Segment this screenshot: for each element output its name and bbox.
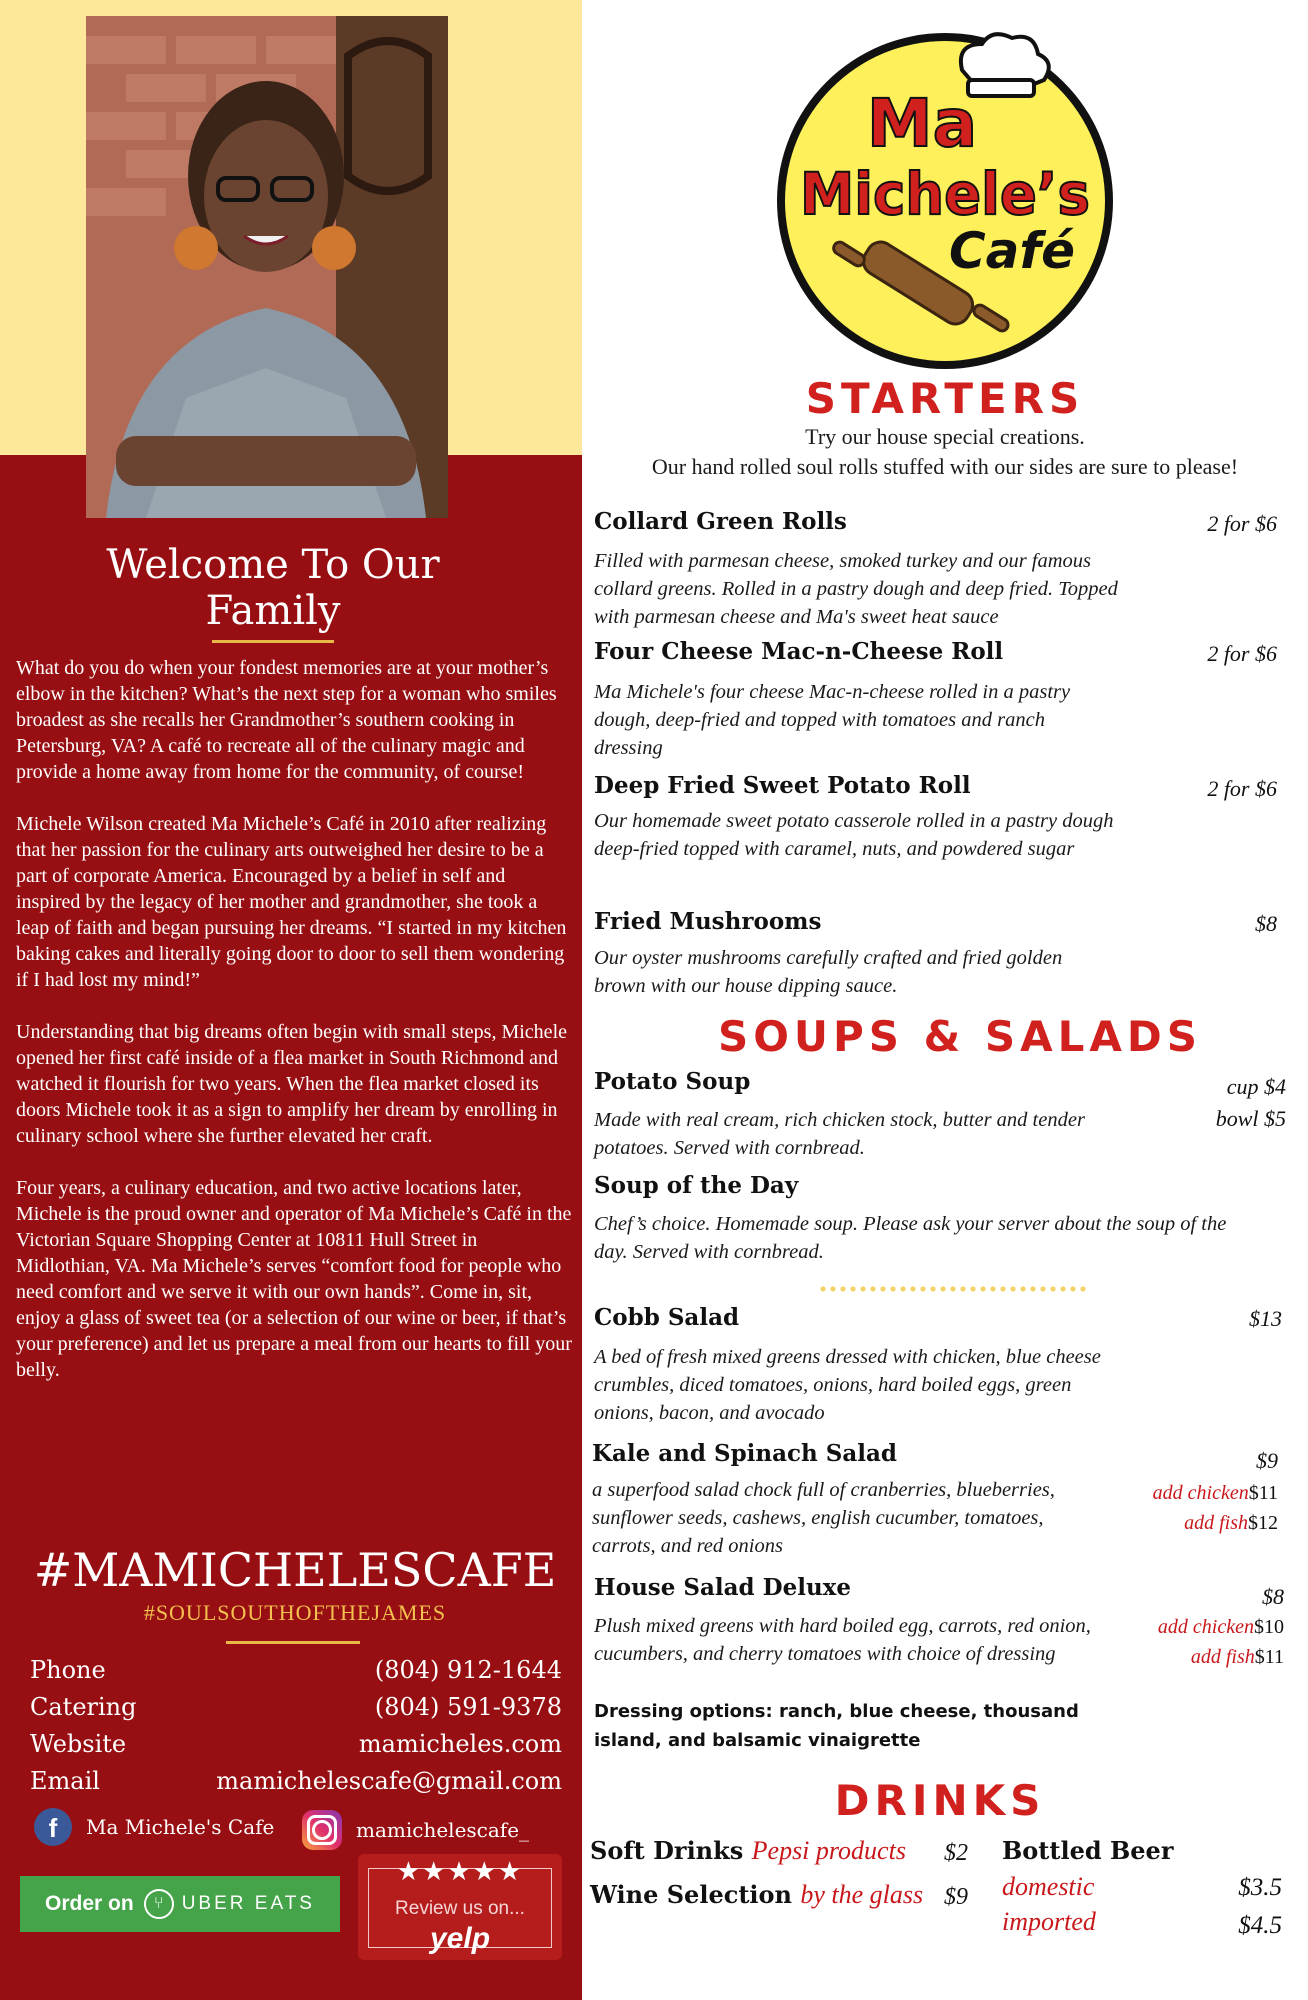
drink-wine-selection (590, 1880, 923, 1910)
contact-catering (30, 1689, 562, 1726)
about-paragraph: Michele Wilson created Ma Michele’s Café in 2010 after realizing that her passion for the culinary arts outweighed her desire to be a part of corporate America. Encouraged by a belief in self and inspired by the legacy of her mother and grandmother, she took a leap of faith and began pursuing her dreams. “I started in my kitchen baking cakes and literally going door to door to sell them wondering if I had lost my mind!” (16, 813, 567, 991)
about-paragraph: What do you do when your fondest memories are at your mother’s elbow in the kitchen? What’s the next step for a woman who smiles broadest as she recalls her Grandmother’s southern cooking in Petersburg, VA? A café to recreate all of the culinary magic and provide a home away from home for the community, of course! (16, 657, 557, 783)
desc-cobb-salad: A bed of fresh mixed greens dressed with chicken, blue cheese crumbles, diced tomatoes, onions, hard boiled eggs, green onions, bacon, and avocado (594, 1346, 1101, 1424)
cafe-logo (772, 28, 1118, 374)
contact-phone (30, 1652, 562, 1689)
drink-name: Wine Selection (590, 1880, 792, 1909)
house-add-fish (1191, 1646, 1284, 1669)
price-potato-soup-cup: cup $4 (1226, 1074, 1286, 1099)
yelp-review-button[interactable] (358, 1854, 562, 1960)
logo-line-3: Café (948, 222, 1076, 280)
facebook-link[interactable] (34, 1808, 274, 1846)
drink-bottled-beer: Bottled Beer (1002, 1836, 1174, 1865)
kale-add-chicken (1153, 1482, 1278, 1505)
instagram-handle: mamichelescafe_ (356, 1818, 530, 1842)
addon-label: add fish (1184, 1512, 1248, 1534)
price-collard-green-rolls: 2 for $6 (1207, 511, 1277, 536)
uber-order-label: Order on (45, 1892, 134, 1915)
logo-line-1: Ma (866, 85, 978, 162)
drink-name: Soft Drinks (590, 1836, 744, 1865)
subtag: #SOULSOUTHOFTHEJAMES (143, 1600, 447, 1625)
drink-detail: Pepsi products (751, 1836, 906, 1865)
menu-item-collard-green-rolls: Collard Green Rolls (594, 508, 847, 535)
desc-fried-mushrooms: Our oyster mushrooms carefully crafted and fried golden brown with our house dipping sauce. (594, 947, 1063, 997)
contact-email (30, 1763, 562, 1800)
owner-photo (86, 16, 448, 518)
email-link[interactable]: mamichelescafe@gmail.com (216, 1767, 562, 1795)
price-beer-imported: $4.5 (1238, 1912, 1282, 1939)
soups-salads-title: SOUPS & SALADS (717, 1012, 1203, 1061)
price-wine-selection: $9 (944, 1884, 968, 1910)
addon-price: $10 (1254, 1616, 1284, 1638)
addon-label: add chicken (1157, 1616, 1254, 1638)
about-paragraph: Understanding that big dreams often begin with small steps, Michele opened her first café inside of a flea market in South Richmond and watched it flourish for two years. When the flea market closed its doors Michele took it as a sign to amplify her dream by enrolling in culinary school where she further elevated her craft. (16, 1021, 567, 1147)
starters-intro-2: Our hand rolled soul rolls stuffed with our sides are sure to please! (651, 454, 1239, 479)
kale-add-fish (1184, 1512, 1278, 1535)
menu-item-potato-soup: Potato Soup (594, 1068, 751, 1095)
addon-label: add chicken (1152, 1482, 1249, 1504)
addon-price: $11 (1248, 1482, 1278, 1504)
desc-sweet-potato-roll: Our homemade sweet potato casserole rolled in a pastry dough deep-fried topped with caramel, nuts, and powdered sugar (594, 810, 1114, 860)
contact-label: Website (30, 1730, 127, 1758)
menu-item-sweet-potato-roll: Deep Fried Sweet Potato Roll (594, 772, 971, 799)
welcome-line-2: Family (205, 588, 341, 634)
contact-website (30, 1726, 562, 1763)
welcome-divider (212, 640, 334, 643)
contact-label: Email (30, 1767, 100, 1795)
welcome-heading (18, 542, 528, 634)
hashtag-divider (226, 1641, 360, 1644)
desc-house-salad-deluxe: Plush mixed greens with hard boiled egg, carrots, red onion, cucumbers, and cherry tomatoes with choice of dressing (594, 1615, 1091, 1665)
contact-list (30, 1652, 562, 1800)
contact-label: Phone (30, 1656, 106, 1684)
contact-label: Catering (30, 1693, 137, 1721)
instagram-link[interactable] (302, 1810, 529, 1850)
uber-eats-button[interactable] (20, 1876, 340, 1932)
yelp-review-text: Review us on... (395, 1898, 525, 1919)
addon-price: $11 (1254, 1646, 1284, 1668)
dotted-divider (818, 1286, 1090, 1292)
drink-detail: by the glass (800, 1880, 924, 1909)
beer-domestic: domestic (1002, 1872, 1095, 1901)
price-mac-n-cheese-roll: 2 for $6 (1207, 641, 1277, 666)
menu-item-mac-n-cheese-roll: Four Cheese Mac-n-Cheese Roll (594, 638, 1004, 665)
instagram-icon (302, 1810, 342, 1850)
dressing-options: Dressing options: ranch, blue cheese, thousand island, and balsamic vinaigrette (594, 1701, 1079, 1751)
menu-item-cobb-salad: Cobb Salad (594, 1304, 740, 1331)
price-house-salad-deluxe: $8 (1262, 1584, 1284, 1609)
facebook-icon: f (34, 1808, 72, 1846)
starters-intro-1: Try our house special creations. (805, 424, 1085, 449)
beer-imported: imported (1002, 1907, 1096, 1936)
website-link[interactable]: mamicheles.com (358, 1730, 562, 1758)
price-potato-soup-bowl: bowl $5 (1215, 1106, 1286, 1131)
drinks-title: DRINKS (834, 1776, 1046, 1825)
facebook-handle: Ma Michele's Cafe (86, 1815, 275, 1839)
price-soft-drinks: $2 (944, 1840, 968, 1866)
price-cobb-salad: $13 (1249, 1306, 1282, 1331)
price-beer-domestic: $3.5 (1238, 1874, 1282, 1901)
utensils-icon: ⑂ (144, 1889, 174, 1919)
drink-soft-drinks (590, 1836, 906, 1866)
logo-line-2: Michele’s (800, 160, 1090, 228)
starters-title: STARTERS (805, 374, 1085, 423)
catering-number[interactable]: (804) 591-9378 (374, 1693, 562, 1721)
desc-potato-soup: Made with real cream, rich chicken stock, butter and tender potatoes. Served with cornbread. (594, 1109, 1085, 1159)
hashtag: #MAMICHELESCAFE (33, 1543, 557, 1597)
price-fried-mushrooms: $8 (1255, 911, 1277, 936)
yelp-stars: ★★★★★ (396, 1856, 524, 1886)
desc-kale-spinach-salad: a superfood salad chock full of cranberries, blueberries, sunflower seeds, cashews, english cucumber, tomatoes, carrots, and red onions (592, 1479, 1055, 1557)
price-sweet-potato-roll: 2 for $6 (1207, 776, 1277, 801)
menu-item-kale-spinach-salad: Kale and Spinach Salad (592, 1440, 898, 1467)
addon-price: $12 (1248, 1512, 1278, 1534)
price-kale-spinach-salad: $9 (1256, 1448, 1278, 1473)
welcome-line-1: Welcome To Our (106, 542, 440, 588)
uber-brand: UBER EATS (181, 1893, 315, 1914)
desc-mac-n-cheese-roll: Ma Michele's four cheese Mac-n-cheese rolled in a pastry dough, deep-fried and topped with tomatoes and ranch dressing (594, 681, 1071, 759)
desc-collard-green-rolls: Filled with parmesan cheese, smoked turkey and our famous collard greens. Rolled in a pastry dough and deep fried. Topped with parmesan cheese and Ma's sweet heat sauce (594, 550, 1118, 628)
menu-item-house-salad-deluxe: House Salad Deluxe (594, 1574, 852, 1601)
menu-item-soup-of-the-day: Soup of the Day (594, 1172, 799, 1199)
yelp-logo: yelp (429, 1922, 491, 1955)
about-text (16, 655, 572, 1409)
menu-item-fried-mushrooms: Fried Mushrooms (594, 908, 822, 935)
addon-label: add fish (1190, 1646, 1255, 1668)
phone-number[interactable]: (804) 912-1644 (374, 1656, 562, 1684)
desc-soup-of-the-day: Chef’s choice. Homemade soup. Please ask your server about the soup of the day. Served with cornbread. (594, 1213, 1227, 1263)
about-paragraph: Four years, a culinary education, and two active locations later, Michele is the proud owner and operator of Ma Michele’s Café in the Victorian Square Shopping Center at 10811 Hull Street in Midlothian, VA. Ma Michele’s serves “comfort food for people who need comfort and we serve it with our own hands”. Come in, sit, enjoy a glass of sweet tea (or a selection of our wine or beer, if that’s your preference) and let us prepare a meal from our hearts to fill your belly. (16, 1177, 572, 1381)
house-add-chicken (1158, 1616, 1284, 1639)
